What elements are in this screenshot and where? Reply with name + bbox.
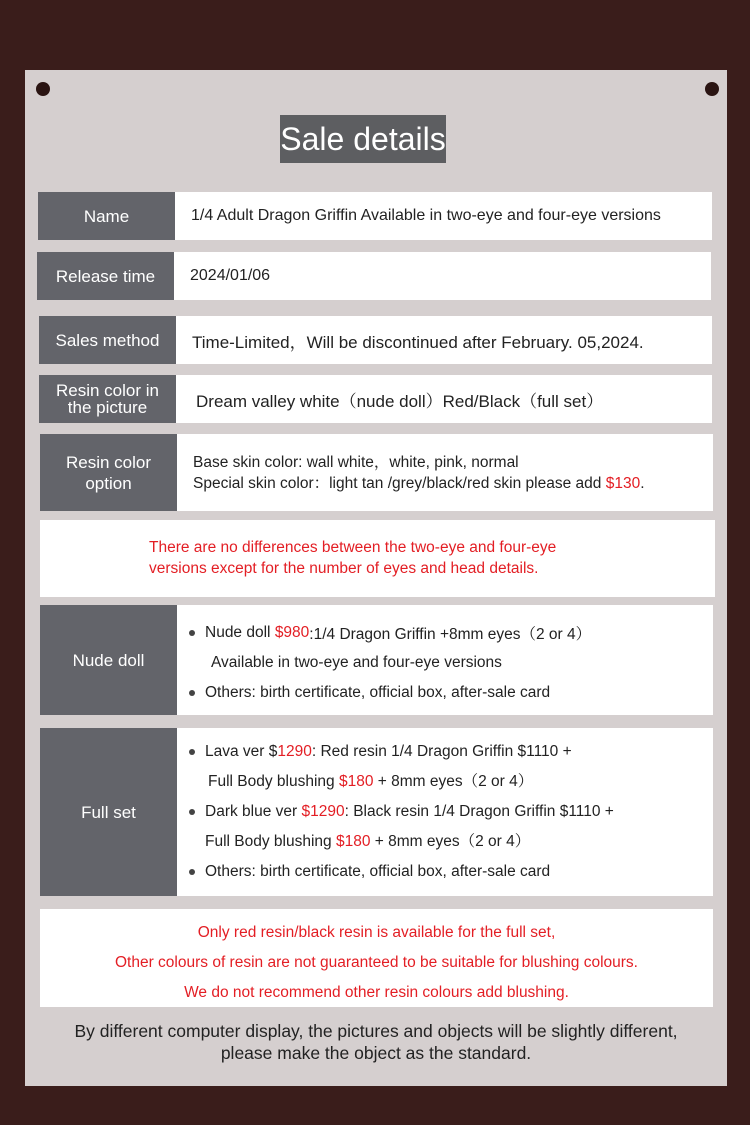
resin-option-row xyxy=(40,434,713,511)
resin-picture-label xyxy=(39,375,176,423)
full-set-label: Full set xyxy=(40,728,177,896)
version-notice xyxy=(40,520,715,597)
release-label: Release time xyxy=(37,252,174,300)
sale-details-panel xyxy=(25,70,727,1086)
full-set-dark-blushing-desc: + 8mm eyes（2 or 4） xyxy=(374,833,531,850)
resin-option-special xyxy=(193,473,645,494)
nude-doll-item-others xyxy=(189,683,713,703)
version-notice-line1: There are no differences between the two-eye and four-eye xyxy=(149,539,557,556)
resin-option-special-text: Special skin color：light tan /grey/black/red skin please add xyxy=(193,474,606,492)
nude-doll-item-text: Nude doll xyxy=(205,624,271,641)
nude-doll-item-price xyxy=(189,623,713,643)
nude-doll-item-desc: :1/4 Dragon Griffin +8mm eyes（2 or 4） xyxy=(309,626,592,643)
blushing-notice-line1: Only red resin/black resin is available for the full set, xyxy=(197,924,556,941)
name-row xyxy=(38,192,712,240)
bullet-icon xyxy=(189,630,195,636)
full-set-lava xyxy=(189,742,713,762)
full-set-others xyxy=(189,862,713,882)
bullet-icon xyxy=(189,809,195,815)
blushing-notice xyxy=(40,909,713,1007)
resin-option-special-price: $130 xyxy=(605,474,641,492)
full-set-lava-blushing-desc: + 8mm eyes（2 or 4） xyxy=(377,773,534,790)
full-set-lava-line2 xyxy=(189,772,713,792)
display-disclaimer-line1: By different computer display, the pictures and objects will be slightly different, xyxy=(74,1021,678,1041)
resin-option-label-line2: option xyxy=(85,473,132,493)
nude-doll-label: Nude doll xyxy=(40,605,177,715)
bullet-icon xyxy=(189,749,195,755)
blushing-notice-line2: Other colours of resin are not guaranteed to be suitable for blushing colours. xyxy=(114,954,638,971)
display-disclaimer xyxy=(25,1020,727,1064)
full-set-dark-blushing-text: Full Body blushing xyxy=(205,833,332,850)
full-set-others-text: Others: birth certificate, official box, after-sale card xyxy=(205,863,551,880)
page-title: Sale details xyxy=(280,115,446,163)
full-set-dark-desc: : Black resin 1/4 Dragon Griffin $1110 + xyxy=(344,803,614,820)
full-set-lava-blushing-text: Full Body blushing xyxy=(208,773,335,790)
full-set-dark xyxy=(189,802,713,822)
full-set-row xyxy=(40,728,713,896)
resin-picture-label-line1: Resin color in xyxy=(56,381,159,400)
full-set-dark-price: $1290 xyxy=(301,803,345,820)
resin-option-label-line1: Resin color xyxy=(65,452,152,472)
bullet-icon xyxy=(189,869,195,875)
release-row xyxy=(37,252,711,300)
resin-picture-value: Dream valley white（nude doll）Red/Black（full set） xyxy=(196,391,604,411)
resin-option-special-end: . xyxy=(640,474,645,492)
name-value: 1/4 Adult Dragon Griffin Available in two-eye and four-eye versions xyxy=(191,207,661,224)
pin-right-icon xyxy=(705,82,719,96)
sales-method-value: Time-Limited，Will be discontinued after February. 05,2024. xyxy=(192,332,644,352)
full-set-lava-text: Lava ver $ xyxy=(205,743,278,760)
blushing-notice-line3: We do not recommend other resin colours add blushing. xyxy=(184,984,569,1001)
nude-doll-row xyxy=(40,605,713,715)
resin-option-label xyxy=(40,434,177,511)
version-notice-line2: versions except for the number of eyes and head details. xyxy=(149,560,539,577)
sales-method-row xyxy=(39,316,712,364)
nude-doll-price: $980 xyxy=(274,624,310,641)
resin-picture-row xyxy=(39,375,712,423)
bullet-icon xyxy=(189,690,195,696)
resin-picture-label-line2: the picture xyxy=(67,398,148,417)
full-set-dark-blushing-price: $180 xyxy=(335,833,371,850)
full-set-dark-text: Dark blue ver xyxy=(205,803,298,820)
display-disclaimer-line2: please make the object as the standard. xyxy=(220,1043,532,1063)
name-label: Name xyxy=(38,192,175,240)
nude-doll-details xyxy=(177,605,713,715)
pin-left-icon xyxy=(36,82,50,96)
nude-doll-others-text: Others: birth certificate, official box, after-sale card xyxy=(205,684,551,701)
resin-option-base: Base skin color: wall white，white, pink, normal xyxy=(193,453,519,471)
full-set-details xyxy=(177,728,713,896)
full-set-lava-price: 1290 xyxy=(277,743,312,760)
release-value: 2024/01/06 xyxy=(190,267,271,284)
full-set-lava-blushing-price: $180 xyxy=(338,773,374,790)
full-set-dark-line2 xyxy=(189,832,713,852)
sales-method-label: Sales method xyxy=(39,316,176,364)
nude-doll-availability: Available in two-eye and four-eye versions xyxy=(211,654,502,671)
full-set-lava-desc: : Red resin 1/4 Dragon Griffin $1110 + xyxy=(311,743,572,760)
resin-option-value xyxy=(177,434,713,511)
